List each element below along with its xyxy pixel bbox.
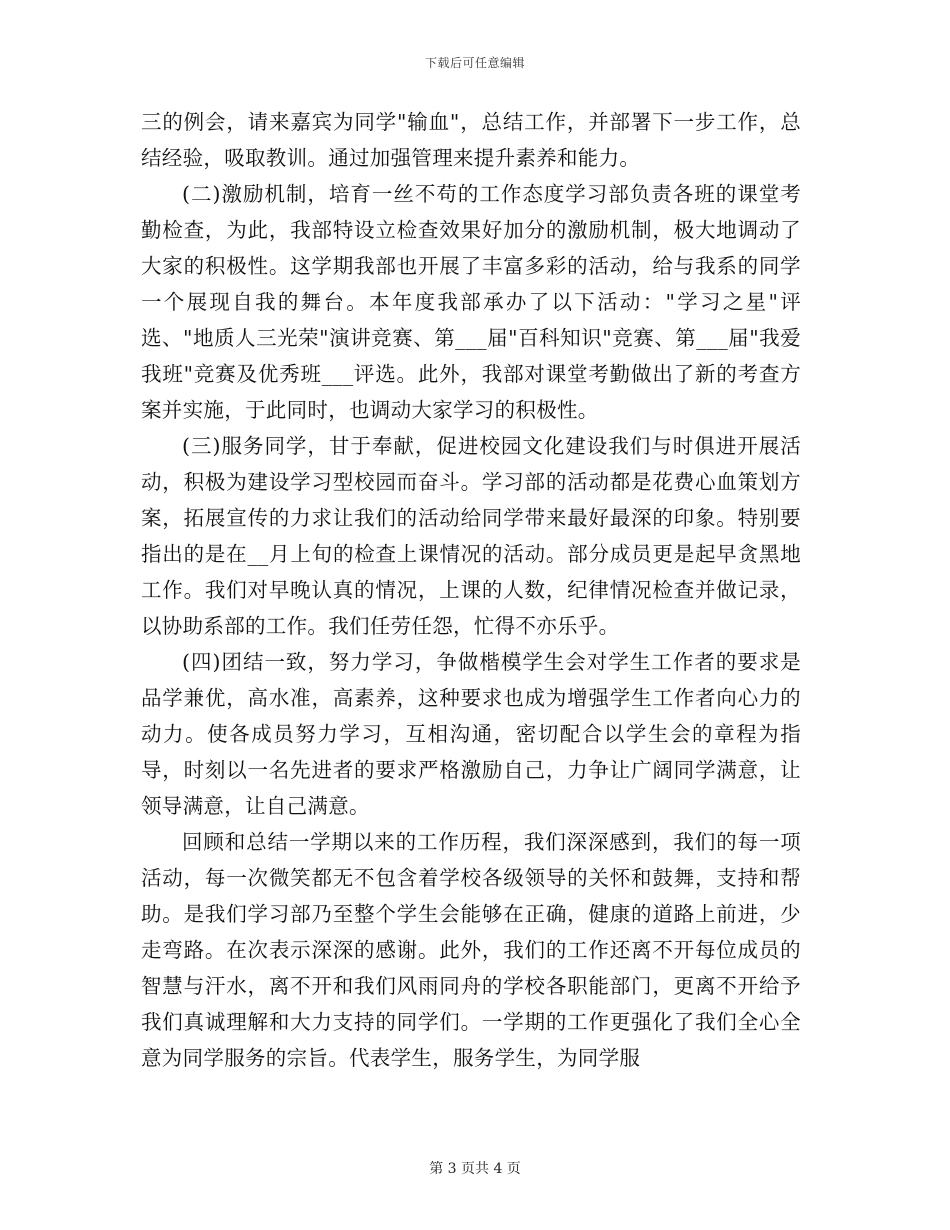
page-header: 下载后可任意编辑 — [424, 56, 525, 70]
document-body — [141, 104, 801, 1076]
paragraph-serve-students: (三)服务同学，甘于奉献，促进校园文化建设我们与时俱进开展活动，积极为建设学习型校园而奋斗。学习部的活动都是花费心血策划方案，拓展宣传的力求让我们的活动给同学带来最好最深的印象。特别要指出的是在__月上旬的检查上课情况的活动。部分成员更是起早贪黑地工作。我们对早晚认真的情况，上课的人数，纪律情况检查并做记录，以协助系部的工作。我们任劳任怨，忙得不亦乐乎。 — [141, 434, 801, 638]
paragraph-continuation: 三的例会，请来嘉宾为同学"输血"，总结工作，并部署下一步工作，总结经验，吸取教训。通过加强管理来提升素养和能力。 — [141, 110, 801, 170]
paragraph-incentive-mechanism: (二)激励机制，培育一丝不苟的工作态度学习部负责各班的课堂考勤检查，为此，我部特设立检查效果好加分的激励机制，极大地调动了大家的积极性。这学期我部也开展了丰富多彩的活动，给与我系的同学一个展现自我的舞台。本年度我部承办了以下活动："学习之星"评选、"地质人三光荣"演讲竞赛、第___届"百科知识"竞赛、第___届"我爱我班"竞赛及优秀班___评选。此外，我部对课堂考勤做出了新的考查方案并实施，于此同时，也调动大家学习的积极性。 — [141, 182, 801, 422]
paragraph-review-summary: 回顾和总结一学期以来的工作历程，我们深深感到，我们的每一项活动，每一次微笑都无不包含着学校各级领导的关怀和鼓舞，支持和帮助。是我们学习部乃至整个学生会能够在正确，健康的道路上前进，少走弯路。在次表示深深的感谢。此外，我们的工作还离不开每位成员的智慧与汗水，离不开和我们风雨同舟的学校各职能部门，更离不开给予我们真诚理解和大力支持的同学们。一学期的工作更强化了我们全心全意为同学服务的宗旨。代表学生，服务学生，为同学服 — [141, 830, 801, 1070]
page-footer: 第 3 页共 4 页 — [429, 1161, 521, 1177]
paragraph-unity-study: (四)团结一致，努力学习，争做楷模学生会对学生工作者的要求是品学兼优，高水准，高素养，这种要求也成为增强学生工作者向心力的动力。使各成员努力学习，互相沟通，密切配合以学生会的章程为指导，时刻以一名先进者的要求严格激励自己，力争让广阔同学满意，让领导满意，让自己满意。 — [141, 650, 801, 818]
